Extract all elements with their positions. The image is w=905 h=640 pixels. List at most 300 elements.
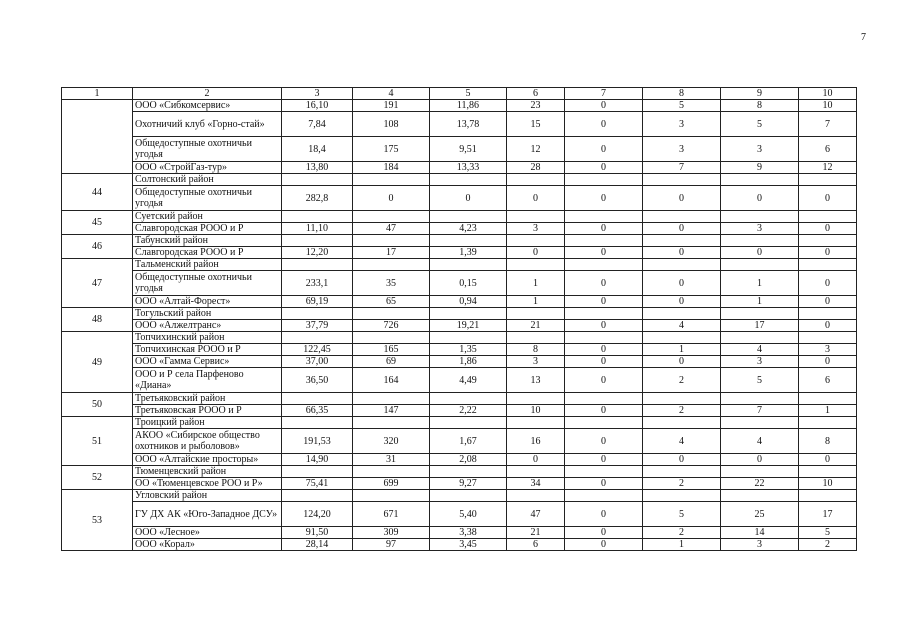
table-row <box>62 296 857 308</box>
value-cell-col-3: 36,50 <box>282 368 353 393</box>
empty-cell <box>643 332 721 344</box>
value-cell-col-7: 0 <box>565 502 643 527</box>
value-cell-col-10: 0 <box>799 247 857 259</box>
value-cell-col-9: 8 <box>721 100 799 112</box>
value-cell-col-3: 91,50 <box>282 527 353 539</box>
empty-cell <box>565 211 643 223</box>
value-cell-col-4: 35 <box>353 271 430 296</box>
organization-name: Третьяковская РООО и Р <box>133 405 282 417</box>
empty-cell <box>565 466 643 478</box>
column-header-7: 7 <box>565 88 643 100</box>
value-cell-col-9: 9 <box>721 162 799 174</box>
value-cell-col-5: 2,22 <box>430 405 507 417</box>
empty-cell <box>507 211 565 223</box>
table-row <box>62 539 857 551</box>
value-cell-col-10: 0 <box>799 296 857 308</box>
column-header-8: 8 <box>643 88 721 100</box>
empty-cell <box>643 235 721 247</box>
value-cell-col-9: 5 <box>721 368 799 393</box>
value-cell-col-10: 8 <box>799 429 857 454</box>
district-row <box>62 259 857 271</box>
column-header-9: 9 <box>721 88 799 100</box>
district-name: Табунский район <box>133 235 282 247</box>
value-cell-col-6: 15 <box>507 112 565 137</box>
row-number: 51 <box>62 417 133 466</box>
value-cell-col-5: 13,33 <box>430 162 507 174</box>
table-row <box>62 100 857 112</box>
value-cell-col-4: 0 <box>353 186 430 211</box>
value-cell-col-10: 3 <box>799 344 857 356</box>
value-cell-col-8: 1 <box>643 539 721 551</box>
value-cell-col-7: 0 <box>565 320 643 332</box>
table-row <box>62 478 857 490</box>
column-header-2: 2 <box>133 88 282 100</box>
organization-name: Общедоступные охотничьи угодья <box>133 137 282 162</box>
district-name: Третьяковский район <box>133 393 282 405</box>
value-cell-col-10: 1 <box>799 405 857 417</box>
value-cell-col-8: 0 <box>643 454 721 466</box>
value-cell-col-7: 0 <box>565 296 643 308</box>
value-cell-col-4: 47 <box>353 223 430 235</box>
value-cell-col-8: 1 <box>643 344 721 356</box>
organization-name: Общедоступные охотничьи угодья <box>133 186 282 211</box>
value-cell-col-6: 1 <box>507 271 565 296</box>
value-cell-col-9: 4 <box>721 429 799 454</box>
value-cell-col-3: 13,80 <box>282 162 353 174</box>
value-cell-col-3: 69,19 <box>282 296 353 308</box>
value-cell-col-9: 0 <box>721 186 799 211</box>
value-cell-col-7: 0 <box>565 356 643 368</box>
value-cell-col-6: 0 <box>507 454 565 466</box>
empty-cell <box>353 308 430 320</box>
column-header-5: 5 <box>430 88 507 100</box>
value-cell-col-10: 10 <box>799 478 857 490</box>
empty-cell <box>282 393 353 405</box>
empty-cell <box>799 235 857 247</box>
district-row <box>62 393 857 405</box>
empty-cell <box>565 259 643 271</box>
table-row <box>62 320 857 332</box>
value-cell-col-6: 0 <box>507 186 565 211</box>
empty-cell <box>353 332 430 344</box>
value-cell-col-8: 0 <box>643 356 721 368</box>
value-cell-col-4: 320 <box>353 429 430 454</box>
value-cell-col-9: 0 <box>721 247 799 259</box>
empty-cell <box>507 466 565 478</box>
empty-cell <box>721 393 799 405</box>
value-cell-col-6: 16 <box>507 429 565 454</box>
empty-cell <box>507 490 565 502</box>
value-cell-col-5: 9,51 <box>430 137 507 162</box>
table-row <box>62 368 857 393</box>
organization-name: ООО «СтройГаз-тур» <box>133 162 282 174</box>
hunting-grounds-table <box>61 87 857 551</box>
empty-cell <box>799 490 857 502</box>
value-cell-col-10: 10 <box>799 100 857 112</box>
value-cell-col-5: 1,67 <box>430 429 507 454</box>
value-cell-col-8: 2 <box>643 478 721 490</box>
value-cell-col-7: 0 <box>565 368 643 393</box>
empty-cell <box>282 259 353 271</box>
district-name: Тогульский район <box>133 308 282 320</box>
row-number: 48 <box>62 308 133 332</box>
value-cell-col-6: 47 <box>507 502 565 527</box>
value-cell-col-8: 0 <box>643 296 721 308</box>
value-cell-col-5: 3,45 <box>430 539 507 551</box>
table-row <box>62 454 857 466</box>
value-cell-col-4: 184 <box>353 162 430 174</box>
empty-cell <box>643 211 721 223</box>
value-cell-col-4: 699 <box>353 478 430 490</box>
value-cell-col-7: 0 <box>565 429 643 454</box>
value-cell-col-9: 5 <box>721 112 799 137</box>
empty-cell <box>721 308 799 320</box>
value-cell-col-8: 2 <box>643 405 721 417</box>
organization-name: ОО «Тюменцевское РОО и Р» <box>133 478 282 490</box>
district-name: Тальменский район <box>133 259 282 271</box>
row-number: 53 <box>62 490 133 551</box>
value-cell-col-4: 69 <box>353 356 430 368</box>
value-cell-col-5: 1,39 <box>430 247 507 259</box>
value-cell-col-4: 97 <box>353 539 430 551</box>
value-cell-col-8: 3 <box>643 112 721 137</box>
empty-cell <box>353 393 430 405</box>
value-cell-col-10: 0 <box>799 271 857 296</box>
value-cell-col-3: 66,35 <box>282 405 353 417</box>
empty-cell <box>282 490 353 502</box>
empty-cell <box>799 308 857 320</box>
value-cell-col-6: 0 <box>507 247 565 259</box>
empty-cell <box>282 417 353 429</box>
row-number: 50 <box>62 393 133 417</box>
value-cell-col-9: 1 <box>721 271 799 296</box>
row-number: 49 <box>62 332 133 393</box>
value-cell-col-6: 34 <box>507 478 565 490</box>
organization-name: ООО и Р села Парфеново «Диана» <box>133 368 282 393</box>
value-cell-col-9: 3 <box>721 539 799 551</box>
value-cell-col-7: 0 <box>565 344 643 356</box>
value-cell-col-5: 11,86 <box>430 100 507 112</box>
empty-cell <box>507 332 565 344</box>
value-cell-col-6: 3 <box>507 223 565 235</box>
empty-cell <box>282 211 353 223</box>
value-cell-col-3: 124,20 <box>282 502 353 527</box>
empty-cell <box>430 393 507 405</box>
value-cell-col-3: 282,8 <box>282 186 353 211</box>
empty-cell <box>353 211 430 223</box>
organization-name: Охотничий клуб «Горно-стай» <box>133 112 282 137</box>
value-cell-col-8: 4 <box>643 320 721 332</box>
organization-name: ООО «Алтайские просторы» <box>133 454 282 466</box>
row-number: 44 <box>62 174 133 211</box>
column-header-1: 1 <box>62 88 133 100</box>
value-cell-col-3: 11,10 <box>282 223 353 235</box>
value-cell-col-10: 17 <box>799 502 857 527</box>
empty-cell <box>430 490 507 502</box>
empty-cell <box>430 308 507 320</box>
value-cell-col-8: 4 <box>643 429 721 454</box>
district-name: Тюменцевский район <box>133 466 282 478</box>
value-cell-col-10: 0 <box>799 186 857 211</box>
value-cell-col-4: 108 <box>353 112 430 137</box>
value-cell-col-7: 0 <box>565 247 643 259</box>
empty-cell <box>430 417 507 429</box>
organization-name: ООО «Алтай-Форест» <box>133 296 282 308</box>
value-cell-col-8: 7 <box>643 162 721 174</box>
district-row <box>62 174 857 186</box>
empty-cell <box>643 308 721 320</box>
empty-cell <box>282 235 353 247</box>
value-cell-col-5: 5,40 <box>430 502 507 527</box>
empty-cell <box>721 174 799 186</box>
value-cell-col-4: 671 <box>353 502 430 527</box>
value-cell-col-7: 0 <box>565 186 643 211</box>
value-cell-col-5: 0,94 <box>430 296 507 308</box>
empty-cell <box>799 417 857 429</box>
value-cell-col-3: 122,45 <box>282 344 353 356</box>
organization-name: ООО «Сибкомсервис» <box>133 100 282 112</box>
value-cell-col-5: 4,23 <box>430 223 507 235</box>
value-cell-col-5: 4,49 <box>430 368 507 393</box>
empty-cell <box>643 174 721 186</box>
empty-cell <box>565 308 643 320</box>
row-number: 47 <box>62 259 133 308</box>
row-number: 46 <box>62 235 133 259</box>
column-header-3: 3 <box>282 88 353 100</box>
table-row <box>62 247 857 259</box>
value-cell-col-3: 7,84 <box>282 112 353 137</box>
value-cell-col-7: 0 <box>565 162 643 174</box>
empty-cell <box>507 417 565 429</box>
value-cell-col-7: 0 <box>565 223 643 235</box>
value-cell-col-6: 1 <box>507 296 565 308</box>
value-cell-col-8: 0 <box>643 186 721 211</box>
value-cell-col-4: 726 <box>353 320 430 332</box>
value-cell-col-6: 6 <box>507 539 565 551</box>
value-cell-col-5: 13,78 <box>430 112 507 137</box>
table-row <box>62 344 857 356</box>
value-cell-col-8: 2 <box>643 527 721 539</box>
value-cell-col-8: 0 <box>643 271 721 296</box>
value-cell-col-6: 3 <box>507 356 565 368</box>
value-cell-col-3: 37,79 <box>282 320 353 332</box>
value-cell-col-9: 25 <box>721 502 799 527</box>
value-cell-col-10: 2 <box>799 539 857 551</box>
value-cell-col-6: 8 <box>507 344 565 356</box>
empty-cell <box>282 308 353 320</box>
value-cell-col-10: 6 <box>799 137 857 162</box>
value-cell-col-4: 31 <box>353 454 430 466</box>
organization-name: АКОО «Сибирское общество охотников и рыболовов» <box>133 429 282 454</box>
organization-name: ООО «Гамма Сервис» <box>133 356 282 368</box>
value-cell-col-3: 28,14 <box>282 539 353 551</box>
empty-cell <box>430 235 507 247</box>
row-number: 45 <box>62 211 133 235</box>
value-cell-col-9: 17 <box>721 320 799 332</box>
value-cell-col-8: 5 <box>643 100 721 112</box>
empty-cell <box>799 393 857 405</box>
empty-cell <box>282 174 353 186</box>
value-cell-col-3: 37,00 <box>282 356 353 368</box>
empty-cell <box>799 174 857 186</box>
value-cell-col-4: 165 <box>353 344 430 356</box>
value-cell-col-3: 14,90 <box>282 454 353 466</box>
value-cell-col-6: 21 <box>507 527 565 539</box>
table-row <box>62 162 857 174</box>
value-cell-col-4: 147 <box>353 405 430 417</box>
empty-cell <box>643 417 721 429</box>
column-header-4: 4 <box>353 88 430 100</box>
empty-cell <box>507 308 565 320</box>
empty-cell <box>721 490 799 502</box>
value-cell-col-4: 191 <box>353 100 430 112</box>
table-row <box>62 223 857 235</box>
empty-cell <box>721 235 799 247</box>
value-cell-col-5: 2,08 <box>430 454 507 466</box>
empty-cell <box>721 211 799 223</box>
district-row <box>62 332 857 344</box>
empty-cell <box>353 490 430 502</box>
value-cell-col-10: 5 <box>799 527 857 539</box>
empty-cell <box>507 174 565 186</box>
value-cell-col-5: 3,38 <box>430 527 507 539</box>
empty-cell <box>721 259 799 271</box>
table-row <box>62 527 857 539</box>
value-cell-col-10: 0 <box>799 356 857 368</box>
value-cell-col-5: 0,15 <box>430 271 507 296</box>
empty-cell <box>353 417 430 429</box>
value-cell-col-7: 0 <box>565 112 643 137</box>
column-header-10: 10 <box>799 88 857 100</box>
table-row <box>62 429 857 454</box>
value-cell-col-9: 7 <box>721 405 799 417</box>
value-cell-col-6: 12 <box>507 137 565 162</box>
value-cell-col-7: 0 <box>565 539 643 551</box>
organization-name: ООО «Алжелтранс» <box>133 320 282 332</box>
value-cell-col-9: 0 <box>721 454 799 466</box>
value-cell-col-4: 65 <box>353 296 430 308</box>
table-row <box>62 112 857 137</box>
empty-cell <box>353 174 430 186</box>
value-cell-col-8: 0 <box>643 247 721 259</box>
empty-cell <box>565 332 643 344</box>
organization-name: ООО «Лесное» <box>133 527 282 539</box>
table-row <box>62 405 857 417</box>
value-cell-col-8: 2 <box>643 368 721 393</box>
empty-cell <box>353 259 430 271</box>
value-cell-col-7: 0 <box>565 527 643 539</box>
value-cell-col-5: 1,35 <box>430 344 507 356</box>
empty-cell <box>430 466 507 478</box>
organization-name: ООО «Корал» <box>133 539 282 551</box>
value-cell-col-7: 0 <box>565 405 643 417</box>
organization-name: Общедоступные охотничьи угодья <box>133 271 282 296</box>
empty-cell <box>507 393 565 405</box>
value-cell-col-5: 9,27 <box>430 478 507 490</box>
empty-cell <box>565 174 643 186</box>
value-cell-col-7: 0 <box>565 100 643 112</box>
district-row <box>62 490 857 502</box>
value-cell-col-9: 4 <box>721 344 799 356</box>
table-row <box>62 271 857 296</box>
district-name: Троицкий район <box>133 417 282 429</box>
value-cell-col-8: 3 <box>643 137 721 162</box>
value-cell-col-8: 0 <box>643 223 721 235</box>
table-row <box>62 356 857 368</box>
value-cell-col-10: 6 <box>799 368 857 393</box>
empty-cell <box>430 174 507 186</box>
value-cell-col-3: 233,1 <box>282 271 353 296</box>
column-header-6: 6 <box>507 88 565 100</box>
empty-cell <box>430 259 507 271</box>
district-row <box>62 211 857 223</box>
organization-name: Славгородская РООО и Р <box>133 223 282 235</box>
value-cell-col-7: 0 <box>565 478 643 490</box>
empty-cell <box>430 211 507 223</box>
empty-cell <box>643 393 721 405</box>
value-cell-col-10: 0 <box>799 454 857 466</box>
district-row <box>62 308 857 320</box>
empty-cell <box>565 417 643 429</box>
table-row <box>62 137 857 162</box>
value-cell-col-4: 175 <box>353 137 430 162</box>
empty-cell <box>282 466 353 478</box>
value-cell-col-8: 5 <box>643 502 721 527</box>
value-cell-col-3: 12,20 <box>282 247 353 259</box>
value-cell-col-7: 0 <box>565 454 643 466</box>
value-cell-col-6: 21 <box>507 320 565 332</box>
empty-cell <box>643 490 721 502</box>
value-cell-col-10: 12 <box>799 162 857 174</box>
district-name: Топчихинский район <box>133 332 282 344</box>
value-cell-col-9: 3 <box>721 356 799 368</box>
value-cell-col-6: 13 <box>507 368 565 393</box>
table-row <box>62 186 857 211</box>
page-number: 7 <box>861 32 866 43</box>
empty-cell <box>643 466 721 478</box>
value-cell-col-6: 23 <box>507 100 565 112</box>
empty-cell <box>643 259 721 271</box>
value-cell-col-3: 75,41 <box>282 478 353 490</box>
empty-cell <box>721 332 799 344</box>
table-row <box>62 502 857 527</box>
empty-cell <box>721 466 799 478</box>
empty-cell <box>799 466 857 478</box>
empty-cell <box>353 235 430 247</box>
value-cell-col-10: 7 <box>799 112 857 137</box>
value-cell-col-10: 0 <box>799 223 857 235</box>
value-cell-col-4: 164 <box>353 368 430 393</box>
organization-name: Славгородская РООО и Р <box>133 247 282 259</box>
row-number <box>62 100 133 174</box>
district-name: Солтонский район <box>133 174 282 186</box>
value-cell-col-4: 309 <box>353 527 430 539</box>
district-name: Угловский район <box>133 490 282 502</box>
empty-cell <box>799 332 857 344</box>
district-name: Суетский район <box>133 211 282 223</box>
empty-cell <box>721 417 799 429</box>
value-cell-col-9: 1 <box>721 296 799 308</box>
empty-cell <box>430 332 507 344</box>
value-cell-col-9: 3 <box>721 137 799 162</box>
empty-cell <box>799 259 857 271</box>
value-cell-col-10: 0 <box>799 320 857 332</box>
header-row <box>62 88 857 100</box>
empty-cell <box>507 235 565 247</box>
value-cell-col-6: 28 <box>507 162 565 174</box>
value-cell-col-4: 17 <box>353 247 430 259</box>
district-row <box>62 417 857 429</box>
